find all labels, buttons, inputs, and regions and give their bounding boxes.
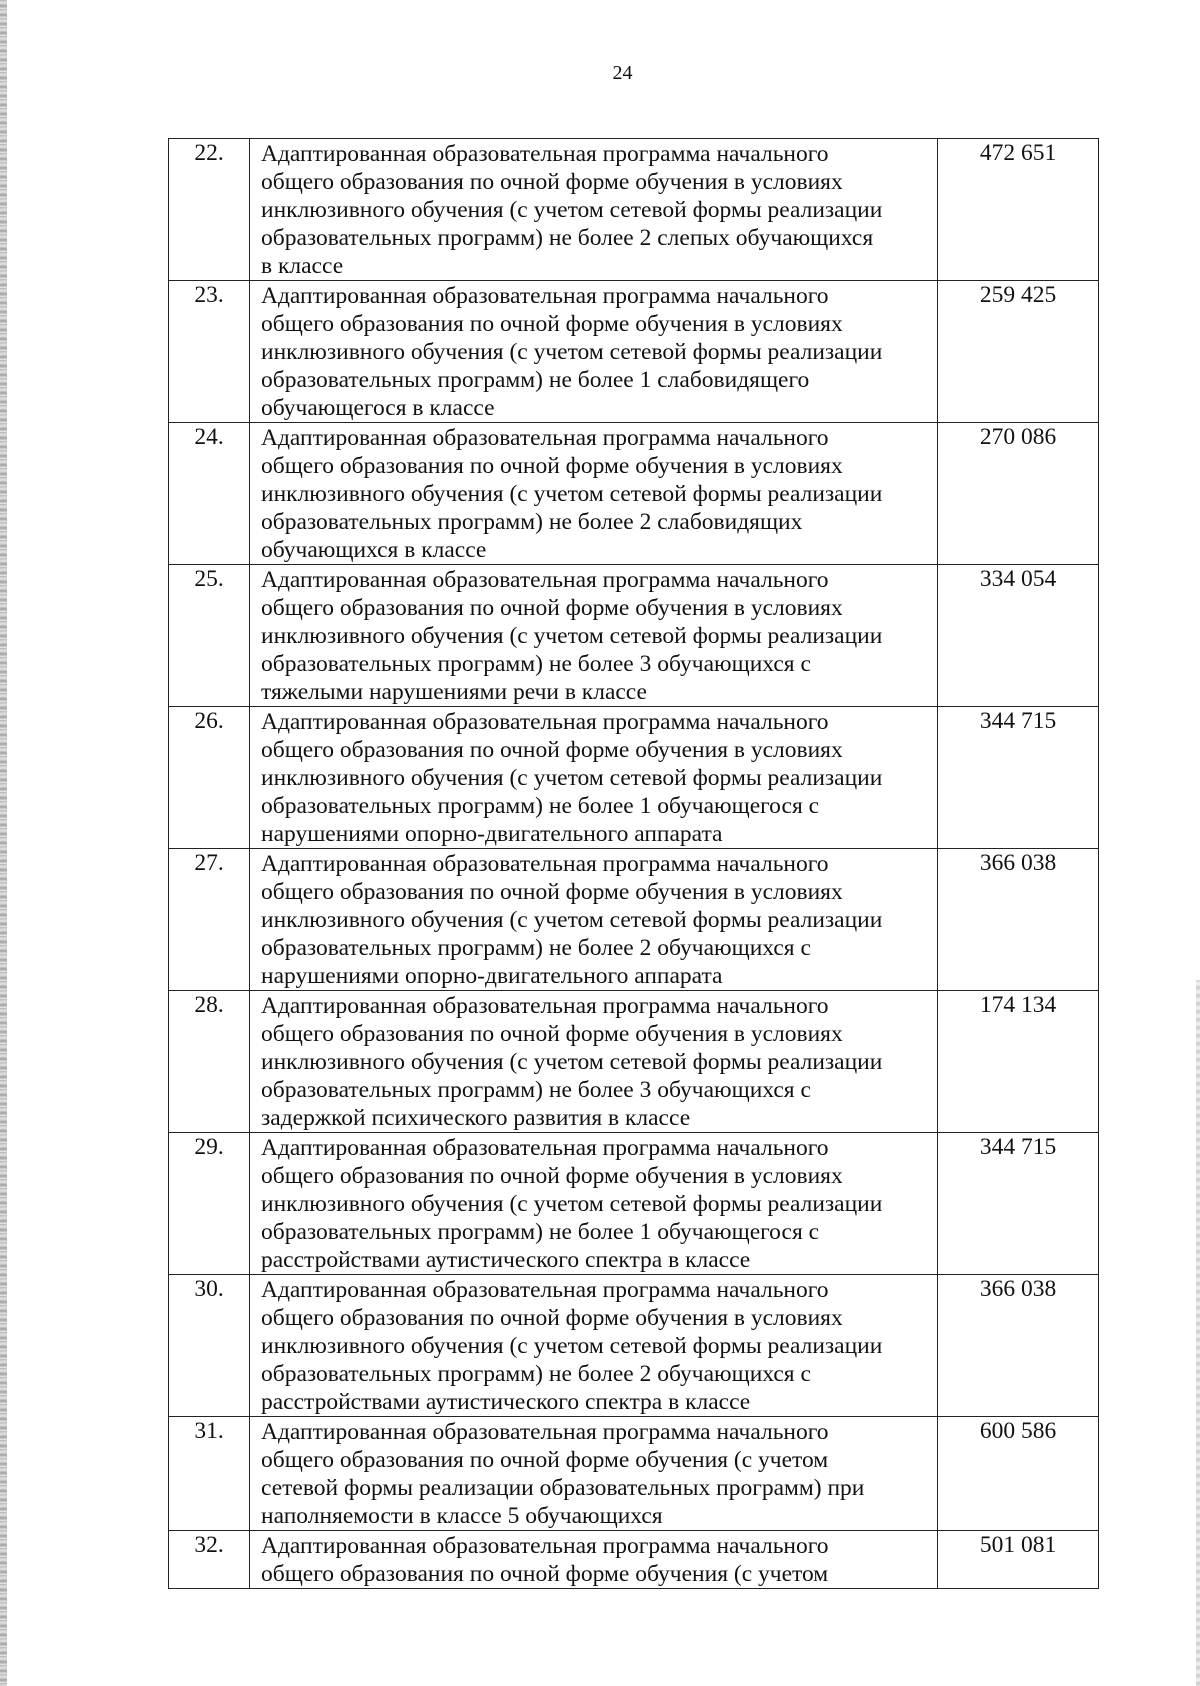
description-line: инклюзивного обучения (с учетом сетевой формы реализации xyxy=(261,1333,883,1359)
description-line: инклюзивного обучения (с учетом сетевой формы реализации xyxy=(261,623,883,649)
description-line: сетевой формы реализации образовательных программ) при xyxy=(261,1475,865,1501)
cost-value: 174 134 xyxy=(938,991,1099,1133)
description-line: общего образования по очной форме обучения в условиях xyxy=(261,311,843,337)
row-number: 31. xyxy=(169,1417,250,1531)
cost-value: 501 081 xyxy=(938,1531,1099,1589)
description-line: обучающихся в классе xyxy=(261,537,487,563)
cost-value: 366 038 xyxy=(938,1275,1099,1417)
program-description xyxy=(250,1531,938,1589)
program-description xyxy=(250,1275,938,1417)
cost-value: 472 651 xyxy=(938,139,1099,281)
description-line: общего образования по очной форме обучения в условиях xyxy=(261,595,843,621)
page-number: 24 xyxy=(612,62,633,84)
description-line: образовательных программ) не более 2 слепых обучающихся xyxy=(261,225,874,251)
description-line: расстройствами аутистического спектра в классе xyxy=(261,1389,751,1415)
description-line: образовательных программ) не более 1 обучающегося с xyxy=(261,1219,820,1245)
cost-table xyxy=(168,138,1099,1589)
row-number: 32. xyxy=(169,1531,250,1589)
description-line: инклюзивного обучения (с учетом сетевой формы реализации xyxy=(261,765,883,791)
description-line: Адаптированная образовательная программа начального xyxy=(261,1135,829,1161)
description-line: общего образования по очной форме обучения в условиях xyxy=(261,879,843,905)
table-row xyxy=(169,1417,1099,1531)
table-row xyxy=(169,1133,1099,1275)
program-description xyxy=(250,281,938,423)
description-line: образовательных программ) не более 2 обучающихся с xyxy=(261,1361,811,1387)
description-line: наполняемости в классе 5 обучающихся xyxy=(261,1503,663,1529)
description-line: тяжелыми нарушениями речи в классе xyxy=(261,679,647,705)
row-number: 27. xyxy=(169,849,250,991)
table-row xyxy=(169,1275,1099,1417)
description-line: инклюзивного обучения (с учетом сетевой формы реализации xyxy=(261,907,883,933)
description-line: расстройствами аутистического спектра в классе xyxy=(261,1247,751,1273)
program-description xyxy=(250,707,938,849)
description-line: Адаптированная образовательная программа начального xyxy=(261,993,829,1019)
table-row xyxy=(169,991,1099,1133)
cost-value: 259 425 xyxy=(938,281,1099,423)
description-line: общего образования по очной форме обучения в условиях xyxy=(261,1163,843,1189)
description-line: общего образования по очной форме обучения в условиях xyxy=(261,1021,843,1047)
description-line: инклюзивного обучения (с учетом сетевой формы реализации xyxy=(261,339,883,365)
cost-value: 270 086 xyxy=(938,423,1099,565)
program-description xyxy=(250,139,938,281)
description-line: инклюзивного обучения (с учетом сетевой формы реализации xyxy=(261,197,883,223)
description-line: общего образования по очной форме обучения (с учетом xyxy=(261,1447,829,1473)
table-row xyxy=(169,565,1099,707)
cost-value: 334 054 xyxy=(938,565,1099,707)
description-line: задержкой психического развития в классе xyxy=(261,1105,691,1131)
description-line: общего образования по очной форме обучения в условиях xyxy=(261,453,843,479)
description-line: нарушениями опорно-двигательного аппарата xyxy=(261,963,723,989)
description-line: Адаптированная образовательная программа начального xyxy=(261,1419,829,1445)
description-line: общего образования по очной форме обучения в условиях xyxy=(261,1305,843,1331)
row-number: 24. xyxy=(169,423,250,565)
program-description xyxy=(250,1417,938,1531)
description-line: образовательных программ) не более 2 обучающихся с xyxy=(261,935,811,961)
description-line: образовательных программ) не более 1 слабовидящего xyxy=(261,367,810,393)
description-line: обучающегося в классе xyxy=(261,395,495,421)
description-line: Адаптированная образовательная программа начального xyxy=(261,425,829,451)
description-line: общего образования по очной форме обучения (с учетом xyxy=(261,1561,829,1587)
description-line: Адаптированная образовательная программа начального xyxy=(261,709,829,735)
row-number: 26. xyxy=(169,707,250,849)
description-line: Адаптированная образовательная программа начального xyxy=(261,567,829,593)
table-body xyxy=(169,139,1099,1589)
row-number: 29. xyxy=(169,1133,250,1275)
table-row xyxy=(169,281,1099,423)
description-line: общего образования по очной форме обучения в условиях xyxy=(261,737,843,763)
description-line: инклюзивного обучения (с учетом сетевой формы реализации xyxy=(261,481,883,507)
row-number: 25. xyxy=(169,565,250,707)
table-row xyxy=(169,707,1099,849)
description-line: образовательных программ) не более 3 обучающихся с xyxy=(261,651,811,677)
program-description xyxy=(250,565,938,707)
row-number: 22. xyxy=(169,139,250,281)
description-line: Адаптированная образовательная программа начального xyxy=(261,1277,829,1303)
cost-value: 344 715 xyxy=(938,1133,1099,1275)
description-line: Адаптированная образовательная программа начального xyxy=(261,1533,829,1559)
table-row xyxy=(169,849,1099,991)
scan-edge-right xyxy=(1196,980,1200,1686)
table-row xyxy=(169,139,1099,281)
description-line: образовательных программ) не более 2 слабовидящих xyxy=(261,509,803,535)
description-line: инклюзивного обучения (с учетом сетевой формы реализации xyxy=(261,1191,883,1217)
description-line: Адаптированная образовательная программа начального xyxy=(261,283,829,309)
scan-edge-left xyxy=(0,0,7,1686)
description-line: общего образования по очной форме обучения в условиях xyxy=(261,169,843,195)
program-description xyxy=(250,1133,938,1275)
description-line: инклюзивного обучения (с учетом сетевой формы реализации xyxy=(261,1049,883,1075)
program-description xyxy=(250,991,938,1133)
cost-value: 344 715 xyxy=(938,707,1099,849)
description-line: образовательных программ) не более 1 обучающегося с xyxy=(261,793,820,819)
description-line: образовательных программ) не более 3 обучающихся с xyxy=(261,1077,811,1103)
program-description xyxy=(250,849,938,991)
row-number: 28. xyxy=(169,991,250,1133)
program-description xyxy=(250,423,938,565)
cost-value: 600 586 xyxy=(938,1417,1099,1531)
row-number: 23. xyxy=(169,281,250,423)
description-line: нарушениями опорно-двигательного аппарата xyxy=(261,821,723,847)
cost-value: 366 038 xyxy=(938,849,1099,991)
description-line: Адаптированная образовательная программа начального xyxy=(261,141,829,167)
description-line: Адаптированная образовательная программа начального xyxy=(261,851,829,877)
row-number: 30. xyxy=(169,1275,250,1417)
table-row xyxy=(169,423,1099,565)
table-row xyxy=(169,1531,1099,1589)
description-line: в классе xyxy=(261,253,344,279)
